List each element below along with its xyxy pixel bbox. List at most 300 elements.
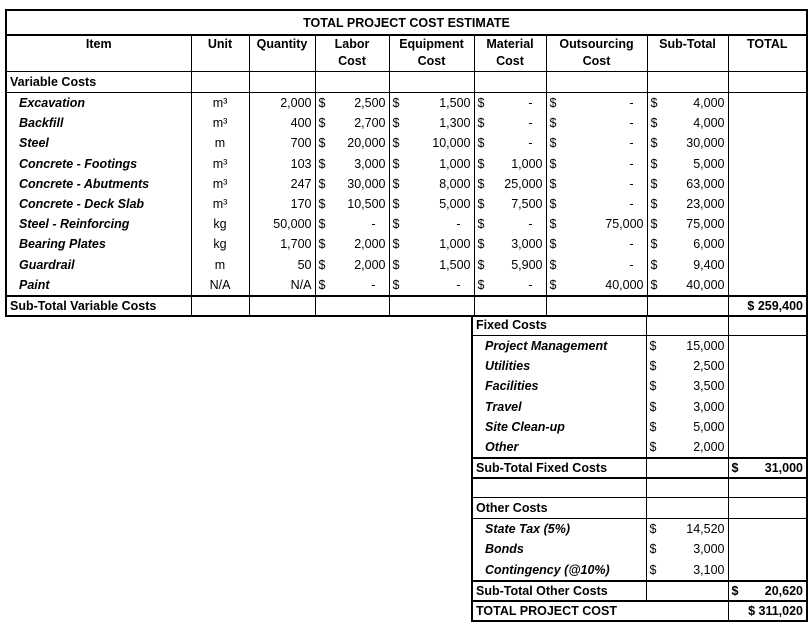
- labor-cost: [315, 154, 389, 174]
- material-cost: [474, 113, 546, 133]
- amount: 15,000: [686, 339, 725, 354]
- currency-symbol: $: [649, 440, 657, 455]
- amount: 1,500: [439, 257, 471, 272]
- fixed-subtotal-label: Sub-Total Fixed Costs: [472, 458, 646, 478]
- currency-symbol: $: [649, 359, 657, 374]
- material-cost: [474, 275, 546, 296]
- currency-symbol: $: [392, 217, 400, 232]
- table-row: [6, 113, 807, 133]
- amount: -: [528, 96, 533, 111]
- currency-symbol: $: [549, 197, 557, 212]
- variable-subtotal-label: Sub-Total Variable Costs: [6, 296, 191, 316]
- currency-symbol: $: [650, 277, 658, 292]
- amount: -: [629, 176, 634, 191]
- currency-symbol: $: [549, 116, 557, 131]
- amount: 40,000: [605, 277, 644, 292]
- table-row: [6, 275, 807, 296]
- currency-symbol: $: [392, 176, 400, 191]
- header-line: Cost: [417, 54, 446, 68]
- currency-symbol: $: [650, 96, 658, 111]
- labor-cost: [315, 93, 389, 114]
- cell: [728, 356, 807, 376]
- currency-symbol: $: [549, 217, 557, 232]
- total-cell: [728, 275, 807, 296]
- amount: 1,000: [439, 237, 471, 252]
- column-header: [474, 35, 546, 72]
- item-name: Bonds: [472, 539, 646, 559]
- currency-symbol: $: [477, 176, 485, 191]
- unit: m³: [191, 194, 249, 214]
- total-cell: [728, 93, 807, 114]
- equipment-cost: [389, 113, 474, 133]
- unit: m³: [191, 174, 249, 194]
- amount: 2,500: [354, 96, 386, 111]
- material-cost: [474, 194, 546, 214]
- total-cell: [728, 154, 807, 174]
- header-line: TOTAL: [746, 37, 788, 51]
- item-amount: [646, 376, 728, 396]
- amount: 1,300: [439, 116, 471, 131]
- currency-symbol: $: [318, 257, 326, 272]
- currency-symbol: $: [477, 257, 485, 272]
- column-header: [249, 35, 315, 72]
- fixed-other-costs-table: [471, 315, 808, 622]
- outsourcing-cost: [546, 133, 647, 153]
- amount: 3,000: [511, 237, 543, 252]
- amount: -: [629, 257, 634, 272]
- equipment-cost: [389, 93, 474, 114]
- amount: -: [528, 217, 533, 232]
- currency-symbol: $: [650, 136, 658, 151]
- row-subtotal: [647, 194, 728, 214]
- item-name: Backfill: [6, 113, 191, 133]
- currency-symbol: $: [392, 136, 400, 151]
- amount: -: [629, 237, 634, 252]
- table-row: [6, 154, 807, 174]
- currency-symbol: $: [477, 217, 485, 232]
- cell: [646, 581, 728, 601]
- sheet-title: TOTAL PROJECT COST ESTIMATE: [6, 10, 807, 35]
- currency-symbol: $: [477, 197, 485, 212]
- currency-symbol: $: [318, 156, 326, 171]
- row-subtotal: [647, 154, 728, 174]
- outsourcing-cost: [546, 234, 647, 254]
- labor-cost: [315, 174, 389, 194]
- amount: 3,000: [693, 399, 725, 414]
- equipment-cost: [389, 194, 474, 214]
- labor-cost: [315, 214, 389, 234]
- outsourcing-cost: [546, 194, 647, 214]
- amount: 4,000: [693, 116, 725, 131]
- amount: 2,000: [354, 237, 386, 252]
- item-amount: [646, 519, 728, 540]
- amount: 10,500: [347, 197, 386, 212]
- quantity: 50,000: [249, 214, 315, 234]
- amount: 2,500: [693, 359, 725, 374]
- item-name: Steel: [6, 133, 191, 153]
- item-amount: [646, 356, 728, 376]
- amount: 4,000: [693, 96, 725, 111]
- amount: 9,400: [693, 257, 725, 272]
- spacer: [728, 478, 807, 498]
- cell: [728, 519, 807, 540]
- header-line: Unit: [207, 37, 233, 51]
- material-cost: [474, 214, 546, 234]
- amount: 30,000: [347, 176, 386, 191]
- other-subtotal-value: [728, 581, 807, 601]
- amount: 8,000: [439, 176, 471, 191]
- amount: 2,700: [354, 116, 386, 131]
- currency-symbol: $: [650, 237, 658, 252]
- table-row: [472, 601, 807, 621]
- labor-cost: [315, 255, 389, 275]
- amount: -: [528, 277, 533, 292]
- table-row: [472, 356, 807, 376]
- amount: 6,000: [693, 237, 725, 252]
- currency-symbol: $: [650, 257, 658, 272]
- total-cell: [728, 133, 807, 153]
- equipment-cost: [389, 214, 474, 234]
- quantity: 700: [249, 133, 315, 153]
- cost-estimate-table: [5, 9, 808, 317]
- currency-symbol: $: [731, 461, 739, 476]
- item-name: Concrete - Footings: [6, 154, 191, 174]
- amount: 25,000: [504, 176, 543, 191]
- currency-symbol: $: [318, 277, 326, 292]
- quantity: 400: [249, 113, 315, 133]
- currency-symbol: $: [549, 257, 557, 272]
- header-line: Quantity: [256, 37, 308, 51]
- quantity: 170: [249, 194, 315, 214]
- total-project-cost-label: TOTAL PROJECT COST: [472, 601, 728, 621]
- currency-symbol: $: [318, 96, 326, 111]
- table-row: [472, 336, 807, 357]
- cell: [728, 336, 807, 357]
- amount: 3,000: [354, 156, 386, 171]
- currency-symbol: $: [549, 277, 557, 292]
- currency-symbol: $: [392, 156, 400, 171]
- outsourcing-cost: [546, 214, 647, 234]
- amount: 20,620: [764, 583, 803, 598]
- unit: m³: [191, 154, 249, 174]
- item-name: Bearing Plates: [6, 234, 191, 254]
- cell: [728, 539, 807, 559]
- currency-symbol: $: [549, 237, 557, 252]
- currency-symbol: $: [392, 237, 400, 252]
- table-row: [6, 174, 807, 194]
- amount: 2,000: [693, 440, 725, 455]
- amount: -: [456, 217, 461, 232]
- unit: m: [191, 133, 249, 153]
- item-name: Travel: [472, 397, 646, 417]
- item-amount: [646, 336, 728, 357]
- currency-symbol: $: [649, 522, 657, 537]
- amount: 1,000: [511, 156, 543, 171]
- cell: [728, 437, 807, 458]
- amount: 7,500: [511, 197, 543, 212]
- item-name: Site Clean-up: [472, 417, 646, 437]
- item-name: Excavation: [6, 93, 191, 114]
- material-cost: [474, 154, 546, 174]
- cell: [646, 315, 728, 336]
- column-header: [191, 35, 249, 72]
- outsourcing-cost: [546, 174, 647, 194]
- total-project-cost-value: $ 311,020: [728, 601, 807, 621]
- currency-symbol: $: [549, 156, 557, 171]
- currency-symbol: $: [549, 176, 557, 191]
- variable-subtotal-value: $ 259,400: [728, 296, 807, 316]
- currency-symbol: $: [318, 116, 326, 131]
- amount: 1,500: [439, 96, 471, 111]
- material-cost: [474, 234, 546, 254]
- total-cell: [728, 194, 807, 214]
- table-row: [472, 417, 807, 437]
- currency-symbol: $: [477, 237, 485, 252]
- cell: [728, 560, 807, 581]
- amount: 5,000: [439, 197, 471, 212]
- total-cell: [728, 214, 807, 234]
- currency-symbol: $: [392, 277, 400, 292]
- labor-cost: [315, 234, 389, 254]
- amount: 5,000: [693, 419, 725, 434]
- currency-symbol: $: [549, 96, 557, 111]
- outsourcing-cost: [546, 154, 647, 174]
- equipment-cost: [389, 234, 474, 254]
- currency-symbol: $: [650, 217, 658, 232]
- currency-symbol: $: [392, 197, 400, 212]
- amount: -: [371, 277, 376, 292]
- row-subtotal: [647, 214, 728, 234]
- quantity: 1,700: [249, 234, 315, 254]
- header-line: Labor: [334, 37, 370, 51]
- header-line: Equipment: [399, 37, 464, 51]
- unit: m: [191, 255, 249, 275]
- table-row: [472, 376, 807, 396]
- quantity: 2,000: [249, 93, 315, 114]
- spacer: [472, 478, 646, 498]
- item-name: Paint: [6, 275, 191, 296]
- total-cell: [728, 113, 807, 133]
- row-subtotal: [647, 234, 728, 254]
- unit: N/A: [191, 275, 249, 296]
- currency-symbol: $: [318, 217, 326, 232]
- item-name: Concrete - Abutments: [6, 174, 191, 194]
- table-row: [472, 397, 807, 417]
- variable-costs-label: Variable Costs: [6, 72, 191, 93]
- equipment-cost: [389, 133, 474, 153]
- table-row: [6, 194, 807, 214]
- currency-symbol: $: [649, 379, 657, 394]
- header-line: Cost: [338, 54, 366, 68]
- row-subtotal: [647, 133, 728, 153]
- currency-symbol: $: [650, 176, 658, 191]
- amount: 20,000: [347, 136, 386, 151]
- equipment-cost: [389, 154, 474, 174]
- amount: -: [371, 217, 376, 232]
- header-line: Sub-Total: [659, 37, 716, 51]
- currency-symbol: $: [318, 136, 326, 151]
- amount: 5,900: [511, 257, 543, 272]
- table-row: [472, 478, 807, 498]
- table-row: [472, 560, 807, 581]
- outsourcing-cost: [546, 113, 647, 133]
- outsourcing-cost: [546, 275, 647, 296]
- quantity: N/A: [249, 275, 315, 296]
- amount: -: [528, 116, 533, 131]
- currency-symbol: $: [477, 136, 485, 151]
- currency-symbol: $: [649, 562, 657, 577]
- table-row: [6, 133, 807, 153]
- material-cost: [474, 255, 546, 275]
- currency-symbol: $: [731, 583, 739, 598]
- quantity: 103: [249, 154, 315, 174]
- unit: m³: [191, 93, 249, 114]
- amount: 63,000: [686, 176, 725, 191]
- amount: 5,000: [693, 156, 725, 171]
- cell: [728, 376, 807, 396]
- header-line: Item: [85, 37, 112, 51]
- labor-cost: [315, 275, 389, 296]
- amount: 75,000: [686, 217, 725, 232]
- currency-symbol: $: [549, 136, 557, 151]
- row-subtotal: [647, 93, 728, 114]
- cell: [728, 315, 807, 336]
- total-cell: [728, 174, 807, 194]
- amount: 3,000: [693, 542, 725, 557]
- item-name: State Tax (5%): [472, 519, 646, 540]
- column-header: [315, 35, 389, 72]
- currency-symbol: $: [649, 339, 657, 354]
- table-row: [6, 234, 807, 254]
- labor-cost: [315, 194, 389, 214]
- currency-symbol: $: [392, 116, 400, 131]
- amount: 30,000: [686, 136, 725, 151]
- currency-symbol: $: [392, 257, 400, 272]
- amount: -: [629, 136, 634, 151]
- header-line: Material: [486, 37, 534, 51]
- header-line: Outsourcing: [559, 37, 634, 51]
- currency-symbol: $: [477, 156, 485, 171]
- other-subtotal-label: Sub-Total Other Costs: [472, 581, 646, 601]
- currency-symbol: $: [477, 277, 485, 292]
- unit: kg: [191, 214, 249, 234]
- cell: [728, 397, 807, 417]
- item-name: Utilities: [472, 356, 646, 376]
- item-name: Steel - Reinforcing: [6, 214, 191, 234]
- column-header: [6, 35, 191, 72]
- amount: 3,500: [693, 379, 725, 394]
- equipment-cost: [389, 255, 474, 275]
- table-row: [472, 458, 807, 478]
- cell: [728, 417, 807, 437]
- amount: 1,000: [439, 156, 471, 171]
- currency-symbol: $: [477, 116, 485, 131]
- item-amount: [646, 539, 728, 559]
- currency-symbol: $: [650, 116, 658, 131]
- item-name: Concrete - Deck Slab: [6, 194, 191, 214]
- item-amount: [646, 437, 728, 458]
- unit: kg: [191, 234, 249, 254]
- material-cost: [474, 133, 546, 153]
- outsourcing-cost: [546, 93, 647, 114]
- table-row: [6, 214, 807, 234]
- amount: 75,000: [605, 217, 644, 232]
- amount: 40,000: [686, 277, 725, 292]
- table-row: [472, 437, 807, 458]
- column-header: [546, 35, 647, 72]
- currency-symbol: $: [318, 197, 326, 212]
- amount: 23,000: [686, 197, 725, 212]
- item-amount: [646, 417, 728, 437]
- fixed-costs-label: Fixed Costs: [472, 315, 646, 336]
- currency-symbol: $: [477, 96, 485, 111]
- currency-symbol: $: [649, 419, 657, 434]
- quantity: 247: [249, 174, 315, 194]
- item-name: Contingency (@10%): [472, 560, 646, 581]
- table-row: [472, 315, 807, 336]
- amount: -: [629, 197, 634, 212]
- item-name: Guardrail: [6, 255, 191, 275]
- table-row: [472, 519, 807, 540]
- amount: 2,000: [354, 257, 386, 272]
- amount: 3,100: [693, 562, 725, 577]
- equipment-cost: [389, 275, 474, 296]
- table-row: [472, 581, 807, 601]
- amount: -: [456, 277, 461, 292]
- labor-cost: [315, 133, 389, 153]
- amount: 14,520: [686, 522, 725, 537]
- amount: -: [528, 136, 533, 151]
- fixed-subtotal-value: [728, 458, 807, 478]
- spacer: [646, 478, 728, 498]
- amount: -: [629, 156, 634, 171]
- amount: -: [629, 96, 634, 111]
- equipment-cost: [389, 174, 474, 194]
- amount: -: [629, 116, 634, 131]
- outsourcing-cost: [546, 255, 647, 275]
- item-amount: [646, 560, 728, 581]
- cell: [728, 498, 807, 519]
- cell: [646, 498, 728, 519]
- material-cost: [474, 93, 546, 114]
- currency-symbol: $: [318, 176, 326, 191]
- row-subtotal: [647, 174, 728, 194]
- currency-symbol: $: [318, 237, 326, 252]
- column-header: [647, 35, 728, 72]
- header-line: Cost: [496, 54, 524, 68]
- total-cell: [728, 234, 807, 254]
- cell: [646, 458, 728, 478]
- table-row: [6, 93, 807, 114]
- currency-symbol: $: [392, 96, 400, 111]
- other-costs-label: Other Costs: [472, 498, 646, 519]
- item-name: Facilities: [472, 376, 646, 396]
- item-name: Other: [472, 437, 646, 458]
- table-row: [472, 498, 807, 519]
- unit: m³: [191, 113, 249, 133]
- table-row: [6, 255, 807, 275]
- item-name: Project Management: [472, 336, 646, 357]
- labor-cost: [315, 113, 389, 133]
- item-amount: [646, 397, 728, 417]
- currency-symbol: $: [649, 542, 657, 557]
- amount: 31,000: [764, 461, 803, 476]
- amount: 10,000: [432, 136, 471, 151]
- quantity: 50: [249, 255, 315, 275]
- row-subtotal: [647, 255, 728, 275]
- currency-symbol: $: [650, 197, 658, 212]
- column-header: [389, 35, 474, 72]
